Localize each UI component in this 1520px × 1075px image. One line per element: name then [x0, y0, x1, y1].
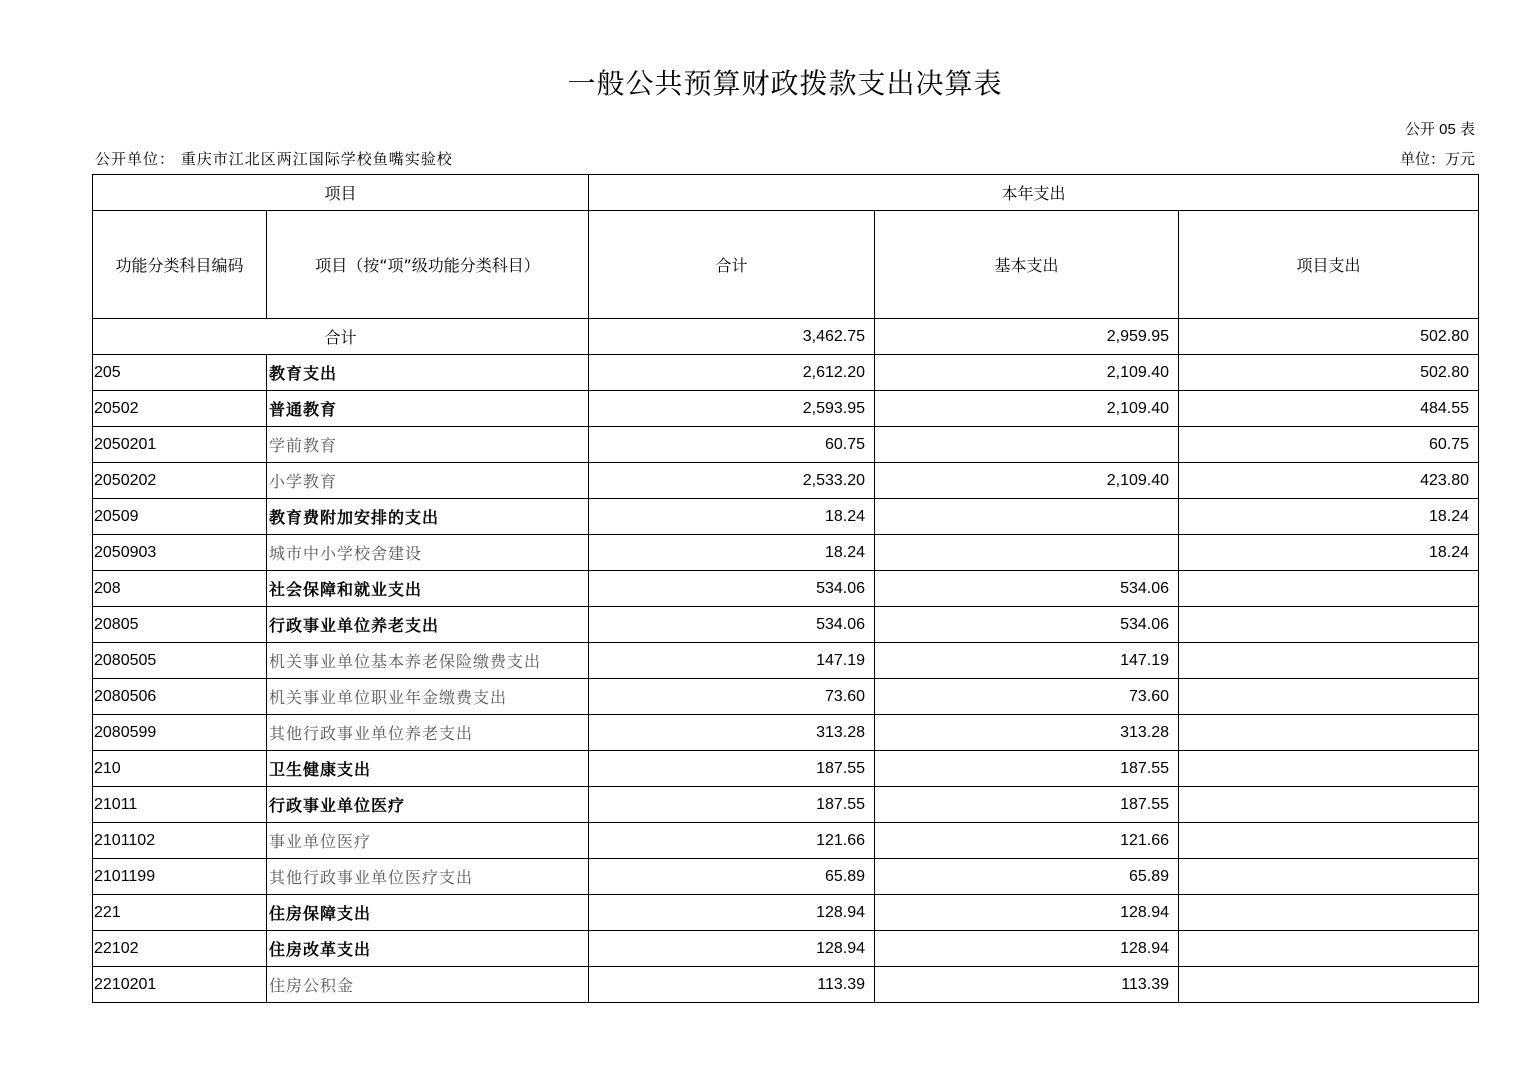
header-current-year: 本年支出	[589, 175, 1479, 211]
table-row	[93, 571, 1479, 607]
row-name: 学前教育	[267, 427, 589, 463]
row-basic: 2,109.40	[875, 355, 1179, 391]
table-row	[93, 355, 1479, 391]
row-name: 教育支出	[267, 355, 589, 391]
row-basic: 73.60	[875, 679, 1179, 715]
row-total: 534.06	[589, 607, 875, 643]
table-row	[93, 607, 1479, 643]
row-name: 小学教育	[267, 463, 589, 499]
row-item	[1179, 895, 1479, 931]
row-basic: 121.66	[875, 823, 1179, 859]
row-code: 2080599	[93, 715, 267, 751]
table-row	[93, 787, 1479, 823]
row-total: 128.94	[589, 895, 875, 931]
total-total: 3,462.75	[589, 319, 875, 355]
form-number: 公开 05 表	[1404, 121, 1475, 138]
row-total: 534.06	[589, 571, 875, 607]
row-total: 2,533.20	[589, 463, 875, 499]
total-label: 合计	[93, 319, 589, 355]
row-total: 187.55	[589, 787, 875, 823]
row-code: 208	[93, 571, 267, 607]
total-item: 502.80	[1179, 319, 1479, 355]
money-unit: 单位：万元	[1399, 150, 1475, 168]
row-name: 其他行政事业单位医疗支出	[267, 859, 589, 895]
table-row	[93, 751, 1479, 787]
row-name: 普通教育	[267, 391, 589, 427]
row-total: 2,612.20	[589, 355, 875, 391]
table-row	[93, 931, 1479, 967]
row-code: 20502	[93, 391, 267, 427]
row-basic	[875, 535, 1179, 571]
row-code: 2210201	[93, 967, 267, 1003]
table-row	[93, 967, 1479, 1003]
row-name: 住房公积金	[267, 967, 589, 1003]
header-row-2	[93, 211, 1479, 319]
row-code: 2050202	[93, 463, 267, 499]
row-item	[1179, 787, 1479, 823]
row-total: 60.75	[589, 427, 875, 463]
row-total: 73.60	[589, 679, 875, 715]
row-basic	[875, 499, 1179, 535]
row-code: 20509	[93, 499, 267, 535]
row-item: 423.80	[1179, 463, 1479, 499]
row-item	[1179, 859, 1479, 895]
table-row	[93, 715, 1479, 751]
row-code: 210	[93, 751, 267, 787]
row-code: 205	[93, 355, 267, 391]
row-name: 机关事业单位职业年金缴费支出	[267, 679, 589, 715]
total-row	[93, 319, 1479, 355]
row-basic: 187.55	[875, 787, 1179, 823]
page-title: 一般公共预算财政拨款支出决算表	[567, 67, 1003, 100]
row-item: 502.80	[1179, 355, 1479, 391]
header-code: 功能分类科目编码	[93, 211, 267, 319]
row-item	[1179, 715, 1479, 751]
table-row	[93, 823, 1479, 859]
row-name: 机关事业单位基本养老保险缴费支出	[267, 643, 589, 679]
header-project: 项目	[93, 175, 589, 211]
row-basic: 65.89	[875, 859, 1179, 895]
header-basic: 基本支出	[875, 211, 1179, 319]
row-total: 187.55	[589, 751, 875, 787]
row-total: 2,593.95	[589, 391, 875, 427]
row-name: 住房改革支出	[267, 931, 589, 967]
row-total: 147.19	[589, 643, 875, 679]
row-item	[1179, 571, 1479, 607]
row-item: 60.75	[1179, 427, 1479, 463]
row-item	[1179, 751, 1479, 787]
row-total: 18.24	[589, 499, 875, 535]
row-basic: 534.06	[875, 607, 1179, 643]
row-basic: 2,109.40	[875, 463, 1179, 499]
row-basic	[875, 427, 1179, 463]
table-row	[93, 391, 1479, 427]
row-total: 121.66	[589, 823, 875, 859]
row-basic: 147.19	[875, 643, 1179, 679]
table-row	[93, 463, 1479, 499]
row-total: 113.39	[589, 967, 875, 1003]
row-name: 教育费附加安排的支出	[267, 499, 589, 535]
row-item	[1179, 931, 1479, 967]
row-item	[1179, 679, 1479, 715]
row-name: 行政事业单位养老支出	[267, 607, 589, 643]
row-code: 2050903	[93, 535, 267, 571]
row-name: 行政事业单位医疗	[267, 787, 589, 823]
row-item: 18.24	[1179, 499, 1479, 535]
row-total: 313.28	[589, 715, 875, 751]
total-basic: 2,959.95	[875, 319, 1179, 355]
row-code: 2050201	[93, 427, 267, 463]
header-row-1	[93, 175, 1479, 211]
table-row	[93, 535, 1479, 571]
row-name: 社会保障和就业支出	[267, 571, 589, 607]
row-code: 2080505	[93, 643, 267, 679]
row-item	[1179, 607, 1479, 643]
table-row	[93, 427, 1479, 463]
header-name: 项目（按“项”级功能分类科目）	[267, 211, 589, 319]
row-total: 18.24	[589, 535, 875, 571]
row-basic: 313.28	[875, 715, 1179, 751]
row-basic: 2,109.40	[875, 391, 1179, 427]
unit-label: 公开单位：	[95, 150, 176, 168]
header-total: 合计	[589, 211, 875, 319]
row-name: 其他行政事业单位养老支出	[267, 715, 589, 751]
table-row	[93, 895, 1479, 931]
row-basic: 128.94	[875, 895, 1179, 931]
row-name: 卫生健康支出	[267, 751, 589, 787]
row-code: 2080506	[93, 679, 267, 715]
table-row	[93, 499, 1479, 535]
row-total: 128.94	[589, 931, 875, 967]
row-basic: 187.55	[875, 751, 1179, 787]
row-total: 65.89	[589, 859, 875, 895]
table-row	[93, 679, 1479, 715]
row-name: 事业单位医疗	[267, 823, 589, 859]
row-code: 221	[93, 895, 267, 931]
row-code: 2101199	[93, 859, 267, 895]
row-basic: 113.39	[875, 967, 1179, 1003]
reporting-unit	[95, 148, 453, 169]
header-item: 项目支出	[1179, 211, 1479, 319]
row-code: 21011	[93, 787, 267, 823]
row-item	[1179, 967, 1479, 1003]
row-name: 住房保障支出	[267, 895, 589, 931]
row-item	[1179, 823, 1479, 859]
expenditure-table	[92, 174, 1479, 1003]
row-code: 2101102	[93, 823, 267, 859]
row-name: 城市中小学校舍建设	[267, 535, 589, 571]
unit-name: 重庆市江北区两江国际学校鱼嘴实验校	[180, 150, 453, 168]
row-basic: 534.06	[875, 571, 1179, 607]
row-basic: 128.94	[875, 931, 1179, 967]
row-item: 18.24	[1179, 535, 1479, 571]
row-item	[1179, 643, 1479, 679]
table-row	[93, 859, 1479, 895]
table-row	[93, 643, 1479, 679]
row-code: 22102	[93, 931, 267, 967]
row-item: 484.55	[1179, 391, 1479, 427]
row-code: 20805	[93, 607, 267, 643]
